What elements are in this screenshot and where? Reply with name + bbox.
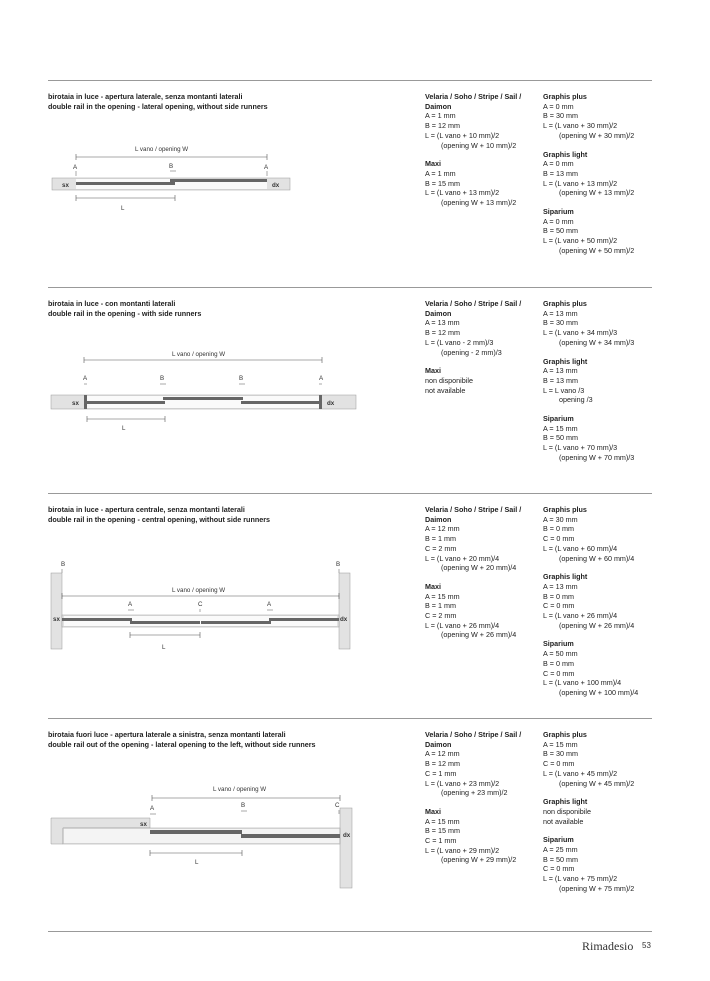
spec-line: A = 13 mm (543, 308, 578, 318)
spec-line: B = 30 mm (543, 318, 578, 328)
dim-a-left: A (128, 601, 133, 608)
spec-line: L = (L vano + 30 mm)/2 (543, 121, 618, 131)
dim-l: L (121, 205, 125, 212)
section-3 (0, 493, 710, 718)
spec-group (543, 639, 661, 697)
spec-line: C = 0 mm (543, 534, 575, 544)
opening-label: L vano / opening W (213, 786, 267, 793)
spec-group (543, 730, 661, 788)
model-name: Graphis plus (543, 505, 587, 514)
spec-line: B = 50 mm (543, 854, 578, 864)
title-italian: birotaia in luce - con montanti laterali (48, 299, 176, 308)
spec-line: B = 1 mm (425, 601, 456, 611)
title-english: double rail out of the opening - lateral opening to the left, without side runners (48, 740, 316, 749)
spec-line: L = (L vano + 26 mm)/4 (543, 611, 618, 621)
spec-line: A = 13 mm (425, 318, 460, 328)
spec-line: A = 15 mm (543, 423, 578, 433)
spec-line: B = 15 mm (425, 826, 460, 836)
model-name: Siparium (543, 835, 574, 845)
dim-l: L (122, 425, 126, 432)
spec-line: L = (L vano - 2 mm)/3 (425, 337, 494, 347)
spec-line: L = (L vano + 70 mm)/3 (543, 443, 618, 453)
dim-a: A (150, 805, 155, 812)
spec-line-cont: (opening W + 45 mm)/2 (559, 778, 635, 788)
spec-group (543, 414, 661, 463)
title-english: double rail in the opening - with side runners (48, 309, 202, 318)
spec-line: L = (L vano + 10 mm)/2 (425, 130, 500, 140)
spec-line: L = (L vano + 75 mm)/2 (543, 874, 618, 884)
spec-line: B = 0 mm (543, 658, 574, 668)
spec-line: B = 12 mm (425, 759, 460, 769)
title-english: double rail in the opening - lateral opening, without side runners (48, 102, 268, 111)
label-sx: sx (72, 400, 79, 407)
spec-group (425, 366, 543, 395)
spec-group (543, 357, 661, 406)
spec-line: A = 0 mm (543, 101, 574, 111)
dim-b: B (241, 802, 246, 809)
spec-group (543, 505, 661, 563)
model-name: Graphis plus (543, 730, 587, 739)
spec-line-cont: (opening W + 34 mm)/3 (559, 337, 635, 347)
spec-line: C = 0 mm (543, 601, 575, 611)
opening-label: L vano / opening W (172, 587, 226, 594)
section-divider (48, 931, 652, 932)
spec-group (425, 582, 543, 640)
spec-line: A = 25 mm (543, 845, 578, 855)
label-dx: dx (327, 400, 335, 407)
dim-c: C (335, 802, 340, 809)
spec-line: A = 0 mm (543, 216, 574, 226)
spec-line-cont: (opening W + 26 mm)/4 (559, 620, 635, 630)
spec-line: C = 0 mm (543, 759, 575, 769)
spec-group (425, 505, 543, 573)
spec-line: B = 1 mm (425, 534, 456, 544)
title-italian: birotaia fuori luce - apertura laterale a sinistra, senza montanti laterali (48, 730, 286, 739)
spec-line: L = (L vano + 26 mm)/4 (425, 620, 500, 630)
spec-line: C = 2 mm (425, 611, 457, 621)
spec-column-1 (425, 92, 543, 208)
spec-column-1 (425, 730, 543, 865)
spec-line: C = 1 mm (425, 768, 457, 778)
spec-line: A = 15 mm (425, 816, 460, 826)
title-italian: birotaia in luce - apertura centrale, senza montanti laterali (48, 505, 245, 514)
model-name: Maxi (425, 581, 441, 591)
spec-line: B = 50 mm (543, 226, 578, 236)
spec-line: L = L vano /3 (543, 385, 585, 395)
spec-line: A = 1 mm (425, 111, 456, 121)
model-name: Velaria / Soho / Stripe / Sail / Daimon (425, 92, 522, 111)
model-name: Graphis plus (543, 92, 587, 101)
model-name: Maxi (425, 159, 441, 169)
spec-line: L = (L vano + 20 mm)/4 (425, 553, 500, 563)
model-name: Velaria / Soho / Stripe / Sail / Daimon (425, 505, 522, 524)
brand-logo: Rimadesio (582, 939, 634, 953)
section-2 (0, 287, 710, 493)
spec-line: A = 15 mm (425, 591, 460, 601)
spec-line: A = 30 mm (543, 514, 578, 524)
dim-a-right: A (267, 601, 272, 608)
model-name: Graphis light (543, 356, 588, 366)
model-name: Graphis light (543, 149, 588, 159)
dim-a-left: A (83, 375, 88, 382)
spec-line: not available (425, 385, 466, 395)
spec-line-cont: opening /3 (559, 395, 593, 405)
spec-line: non disponibile (425, 375, 473, 385)
opening-label: L vano / opening W (135, 146, 189, 153)
spec-group (425, 92, 543, 150)
section-1 (0, 80, 710, 287)
model-name: Velaria / Soho / Stripe / Sail / Daimon (425, 730, 522, 749)
dim-b-left: B (160, 375, 165, 382)
dim-b-right: B (239, 375, 244, 382)
spec-line: L = (L vano + 23 mm)/2 (425, 778, 500, 788)
spec-line-cont: (opening + 23 mm)/2 (441, 788, 508, 798)
spec-line: A = 0 mm (543, 159, 574, 169)
title-english: double rail in the opening - central opening, without side runners (48, 515, 271, 524)
spec-line: not available (543, 816, 584, 826)
spec-group (543, 92, 661, 141)
spec-line-cont: (opening W + 13 mm)/2 (559, 188, 635, 198)
spec-line: L = (L vano + 13 mm)/2 (543, 178, 618, 188)
spec-line: B = 15 mm (425, 178, 460, 188)
spec-line-cont: (opening W + 30 mm)/2 (559, 130, 635, 140)
dim-b-left: B (61, 561, 66, 568)
opening-label: L vano / opening W (172, 351, 226, 358)
spec-line-cont: (opening W + 60 mm)/4 (559, 553, 635, 563)
section-4 (0, 718, 710, 931)
dim-a-right: A (319, 375, 324, 382)
spec-line: non disponibile (543, 806, 591, 816)
spec-group (425, 730, 543, 798)
title-italian: birotaia in luce - apertura laterale, senza montanti laterali (48, 92, 243, 101)
spec-line: A = 1 mm (425, 168, 456, 178)
spec-line: A = 12 mm (425, 524, 460, 534)
spec-line: B = 0 mm (543, 524, 574, 534)
spec-line: B = 50 mm (543, 433, 578, 443)
spec-column-2 (543, 299, 661, 463)
spec-line: L = (L vano + 34 mm)/3 (543, 328, 618, 338)
model-name: Graphis plus (543, 299, 587, 308)
label-dx: dx (343, 832, 351, 839)
dim-b-right: B (336, 561, 341, 568)
spec-group (543, 150, 661, 199)
label-sx: sx (62, 182, 69, 189)
spec-line: L = (L vano + 100 mm)/4 (543, 678, 622, 688)
page-number: 53 (642, 941, 651, 950)
spec-group (543, 797, 661, 826)
dim-b: B (169, 163, 174, 170)
dim-c: C (198, 601, 203, 608)
spec-line: B = 13 mm (543, 168, 578, 178)
model-name: Siparium (543, 639, 574, 649)
dim-a-right: A (264, 164, 269, 171)
spec-group (543, 835, 661, 893)
spec-line: A = 15 mm (543, 739, 578, 749)
spec-line-cont: (opening W + 75 mm)/2 (559, 883, 635, 893)
spec-line: C = 0 mm (543, 864, 575, 874)
spec-column-2 (543, 92, 661, 256)
label-dx: dx (272, 182, 280, 189)
model-name: Velaria / Soho / Stripe / Sail / Daimon (425, 299, 522, 318)
spec-line: C = 1 mm (425, 836, 457, 846)
spec-group (543, 207, 661, 256)
model-name: Siparium (543, 207, 574, 217)
spec-line: L = (L vano + 60 mm)/4 (543, 543, 618, 553)
dim-l: L (162, 644, 166, 651)
spec-column-1 (425, 505, 543, 640)
spec-line-cont: (opening W + 29 mm)/2 (441, 855, 517, 865)
model-name: Graphis light (543, 572, 588, 582)
spec-line: B = 30 mm (543, 111, 578, 121)
spec-column-1 (425, 299, 543, 395)
spec-line: L = (L vano + 13 mm)/2 (425, 188, 500, 198)
spec-line-cont: (opening W + 13 mm)/2 (441, 198, 517, 208)
spec-line: B = 12 mm (425, 328, 460, 338)
model-name: Maxi (425, 806, 441, 816)
spec-line-cont: (opening W + 10 mm)/2 (441, 140, 517, 150)
spec-line-cont: (opening W + 100 mm)/4 (559, 687, 639, 697)
spec-line: L = (L vano + 45 mm)/2 (543, 768, 618, 778)
spec-line: B = 13 mm (543, 375, 578, 385)
dim-a-left: A (73, 164, 78, 171)
spec-line: B = 12 mm (425, 121, 460, 131)
label-dx: dx (340, 616, 348, 623)
diagram-lateral-opening (0, 80, 300, 220)
spec-line-cont: (opening - 2 mm)/3 (441, 347, 502, 357)
spec-line: B = 0 mm (543, 591, 574, 601)
spec-line: B = 30 mm (543, 749, 578, 759)
diagram-side-runners (0, 287, 370, 447)
spec-column-2 (543, 505, 661, 698)
spec-group (543, 299, 661, 348)
spec-line-cont: (opening W + 26 mm)/4 (441, 630, 517, 640)
spec-group (425, 159, 543, 208)
spec-line: C = 2 mm (425, 543, 457, 553)
spec-line: A = 13 mm (543, 366, 578, 376)
spec-group (425, 807, 543, 865)
spec-line-cont: (opening W + 50 mm)/2 (559, 245, 635, 255)
model-name: Maxi (425, 366, 441, 376)
spec-line-cont: (opening W + 70 mm)/3 (559, 452, 635, 462)
spec-column-2 (543, 730, 661, 894)
model-name: Siparium (543, 414, 574, 424)
dim-l: L (195, 859, 199, 866)
diagram-out-of-opening (0, 718, 370, 888)
diagram-central-opening (0, 493, 370, 673)
spec-group (543, 572, 661, 630)
spec-group (425, 299, 543, 357)
spec-line: L = (L vano + 50 mm)/2 (543, 236, 618, 246)
label-sx: sx (53, 616, 60, 623)
spec-line: C = 0 mm (543, 668, 575, 678)
spec-line: L = (L vano + 29 mm)/2 (425, 845, 500, 855)
spec-line: A = 50 mm (543, 649, 578, 659)
spec-line: A = 12 mm (425, 749, 460, 759)
model-name: Graphis light (543, 797, 588, 807)
spec-line-cont: (opening W + 20 mm)/4 (441, 563, 517, 573)
label-sx: sx (140, 821, 147, 828)
spec-line: A = 13 mm (543, 581, 578, 591)
